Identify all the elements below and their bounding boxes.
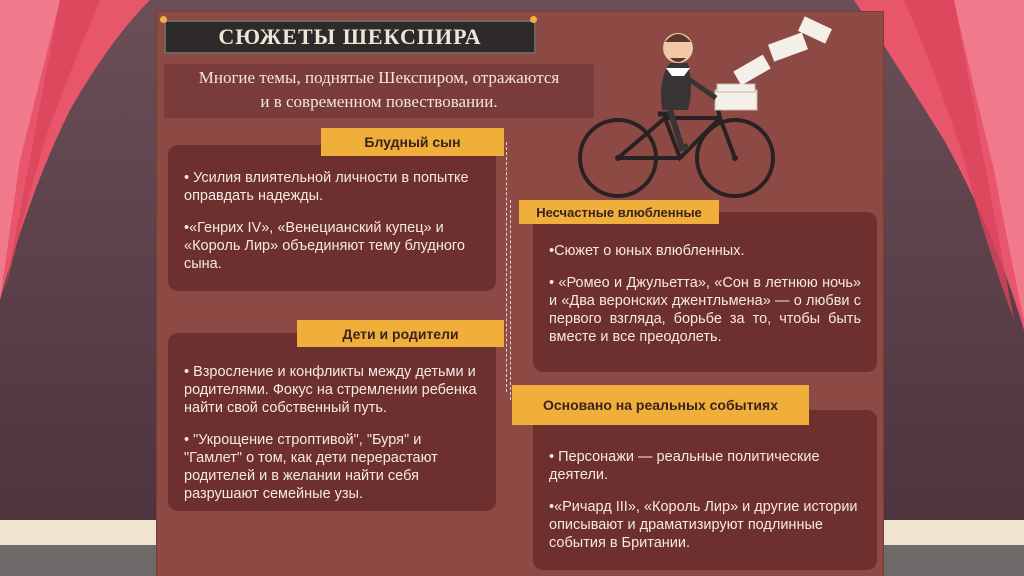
- curtain-left-icon: [0, 0, 150, 300]
- card-text: • Усилия влиятельной личности в попытке оправдать надежды.: [184, 170, 469, 204]
- tag-children-parents: Дети и родители: [297, 320, 504, 347]
- title-rivet: [530, 16, 537, 23]
- tag-real-events: Основано на реальных событиях: [512, 385, 809, 425]
- shakespeare-bicycle-icon: [570, 18, 870, 208]
- connector-line: [510, 200, 511, 400]
- subtitle-line: и в современном повествовании.: [260, 92, 498, 111]
- page-title: СЮЖЕТЫ ШЕКСПИРА: [164, 20, 536, 54]
- card-text: •Сюжет о юных влюбленных.: [549, 243, 745, 259]
- tag-prodigal-son: Блудный сын: [321, 128, 504, 156]
- subtitle: [164, 64, 594, 118]
- title-rivet: [160, 16, 167, 23]
- connector-line: [506, 142, 507, 392]
- card-text: • «Ромео и Джульетта», «Сон в летнюю ночь» и «Два веронских джентльмена» — о любви с первого взгляда, борьбе за то, чтобы быть вместе и все преодолеть.: [549, 275, 861, 345]
- card-text: • "Укрощение строптивой", "Буря" и "Гамлет" о том, как дети перерастают родителей и в желании найти себя разрушают семейные узы.: [184, 432, 438, 502]
- tag-star-crossed-lovers: Несчастные влюбленные: [519, 200, 719, 224]
- card-real-events: [533, 410, 877, 570]
- card-text: •«Генрих IV», «Венецианский купец» и «Король Лир» объединяют тему блудного сына.: [184, 220, 465, 272]
- card-text: •«Ричард III», «Король Лир» и другие истории описывают и драматизируют подлинные события в Британии.: [549, 499, 858, 551]
- card-children-parents: [168, 333, 496, 511]
- card-prodigal-son: [168, 145, 496, 291]
- card-star-crossed-lovers: [533, 212, 877, 372]
- card-text: • Персонажи — реальные политические деятели.: [549, 449, 820, 483]
- subtitle-line: Многие темы, поднятые Шекспиром, отражаются: [198, 68, 560, 87]
- card-text: • Взросление и конфликты между детьми и родителями. Фокус на стремлении ребенка найти свой собственный путь.: [184, 364, 477, 416]
